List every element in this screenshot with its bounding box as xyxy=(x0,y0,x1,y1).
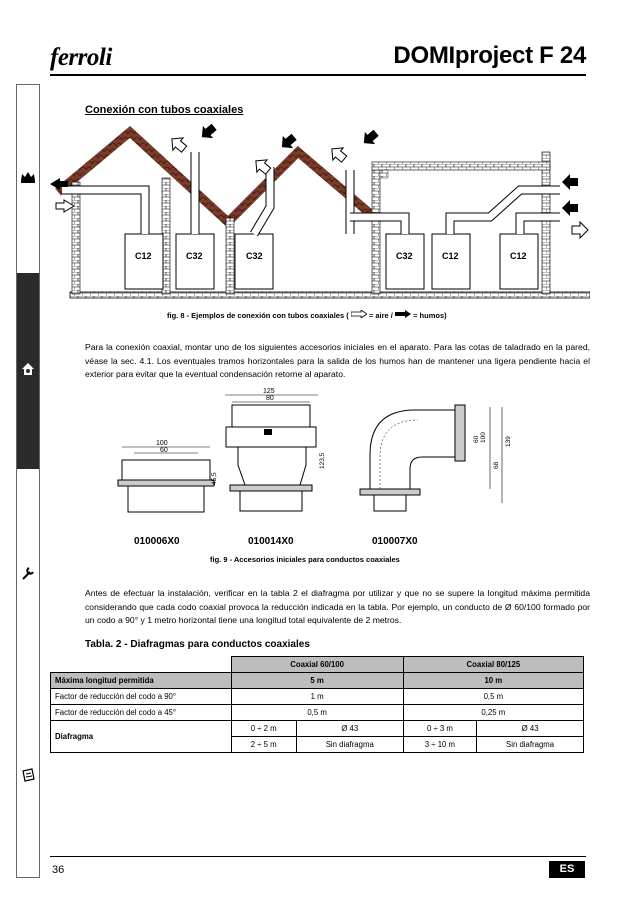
dim-a-100: 100 xyxy=(156,440,168,447)
row-label-factor-90: Factor de reducción del codo a 90° xyxy=(51,689,232,705)
language-badge: ES xyxy=(549,861,585,878)
row-label-factor-45: Factor de reducción del codo a 45° xyxy=(51,705,232,721)
fig8-label-6: C12 xyxy=(510,251,527,261)
sidebar xyxy=(16,84,40,878)
factor-90-60-100: 1 m xyxy=(231,689,403,705)
row-label-diaphragm: Diafragma xyxy=(51,721,232,753)
dim-a-455: 45,5 xyxy=(211,472,218,485)
fig8-label-1: C12 xyxy=(135,251,152,261)
house-gear-icon xyxy=(20,361,36,377)
wrench-icon xyxy=(20,565,36,581)
fig8-caption-humos: = humos) xyxy=(413,311,447,320)
fig8-installation-diagram xyxy=(50,122,590,307)
dim-c-68: 68 xyxy=(493,461,500,469)
fig8-label-5: C12 xyxy=(442,251,459,261)
fig8-label-2: C32 xyxy=(186,251,203,261)
sidebar-segment-user xyxy=(17,85,39,273)
dim-c-60: 60 xyxy=(473,435,480,443)
paragraph-diaphragm-check: Antes de efectuar la instalación, verificar en la tabla 2 el diafragma por utilizar y que no se supere la longitud máxima permitida considerando que cada codo coaxial provoca la reducción indicada en la tabla. Por ejemplo, un conducto de Ø 60/100 formado por un codo a 90° y 1 metro horizontal tiene una longitud total equivalente de 2 metros. xyxy=(85,588,590,625)
header-rule xyxy=(50,74,586,76)
page-number: 36 xyxy=(52,864,65,876)
smoke-arrow-icon xyxy=(395,310,411,318)
footer-rule xyxy=(50,856,586,857)
diaphragm-range-1b: 0 ÷ 3 m xyxy=(403,721,476,737)
dim-c-139: 139 xyxy=(505,436,512,447)
dim-b-1235: 123,5 xyxy=(319,452,326,469)
diaphragm-value-2b: Sin diafragma xyxy=(477,737,584,753)
dim-b-80: 80 xyxy=(266,395,274,402)
table-row xyxy=(51,721,584,737)
paragraph-coaxial-intro: Para la conexión coaxial, montar uno de los siguientes accesorios iniciales en el aparato. Para las cotas de taladrado en la pared, véase la sec. 4.1. Los eventuales tramos horizontales para la salida de los humos han de mantener una ligera pendiente hacia el exterior para evitar que la eventual condensación retorne al aparato. xyxy=(85,342,590,379)
dim-a-60: 60 xyxy=(160,447,168,454)
fig8-label-4: C32 xyxy=(396,251,413,261)
fig8-label-3: C32 xyxy=(246,251,263,261)
crown-icon xyxy=(20,169,36,185)
section-title: Conexión con tubos coaxiales xyxy=(85,104,244,116)
table-title: Tabla. 2 - Diafragmas para conductos coaxiales xyxy=(85,639,310,650)
dim-c-100: 100 xyxy=(480,432,487,443)
fig8-caption xyxy=(167,310,447,320)
product-title: DOMIproject F 24 xyxy=(393,42,586,69)
table-header-row xyxy=(51,657,584,673)
col-coaxial-60-100: Coaxial 60/100 xyxy=(231,657,403,673)
sidebar-segment-data xyxy=(17,669,39,877)
diaphragm-table xyxy=(50,656,584,753)
col-coaxial-80-125: Coaxial 80/125 xyxy=(403,657,583,673)
dim-b-125: 125 xyxy=(263,388,275,395)
air-arrow-icon xyxy=(351,310,367,318)
factor-90-80-125: 0,5 m xyxy=(403,689,583,705)
max-length-80-125: 10 m xyxy=(403,673,583,689)
sidebar-segment-installer xyxy=(17,273,39,469)
diaphragm-value-2a: Sin diafragma xyxy=(296,737,403,753)
diaphragm-value-1a: Ø 43 xyxy=(296,721,403,737)
factor-45-80-125: 0,25 m xyxy=(403,705,583,721)
diaphragm-range-2b: 3 ÷ 10 m xyxy=(403,737,476,753)
accessory-code-2: 010014X0 xyxy=(248,536,294,547)
fig8-caption-aire: = aire / xyxy=(368,311,393,320)
accessory-code-1: 010006X0 xyxy=(134,536,180,547)
diaphragm-range-2a: 2 ÷ 5 m xyxy=(231,737,296,753)
fig9-accessories-diagram xyxy=(110,385,530,520)
notepad-icon xyxy=(20,767,36,783)
diaphragm-range-1a: 0 ÷ 2 m xyxy=(231,721,296,737)
sidebar-segment-service xyxy=(17,469,39,669)
factor-45-60-100: 0,5 m xyxy=(231,705,403,721)
row-label-max-length: Máxima longitud permitida xyxy=(51,673,232,689)
fig9-caption: fig. 9 - Accesorios iniciales para conductos coaxiales xyxy=(210,555,400,564)
table-row xyxy=(51,673,584,689)
diaphragm-value-1b: Ø 43 xyxy=(477,721,584,737)
brand-logo: ferroli xyxy=(50,44,112,71)
accessory-code-3: 010007X0 xyxy=(372,536,418,547)
fig8-caption-text: fig. 8 - Ejemplos de conexión con tubos coaxiales ( xyxy=(167,311,349,320)
max-length-60-100: 5 m xyxy=(231,673,403,689)
table-row xyxy=(51,705,584,721)
table-row xyxy=(51,689,584,705)
